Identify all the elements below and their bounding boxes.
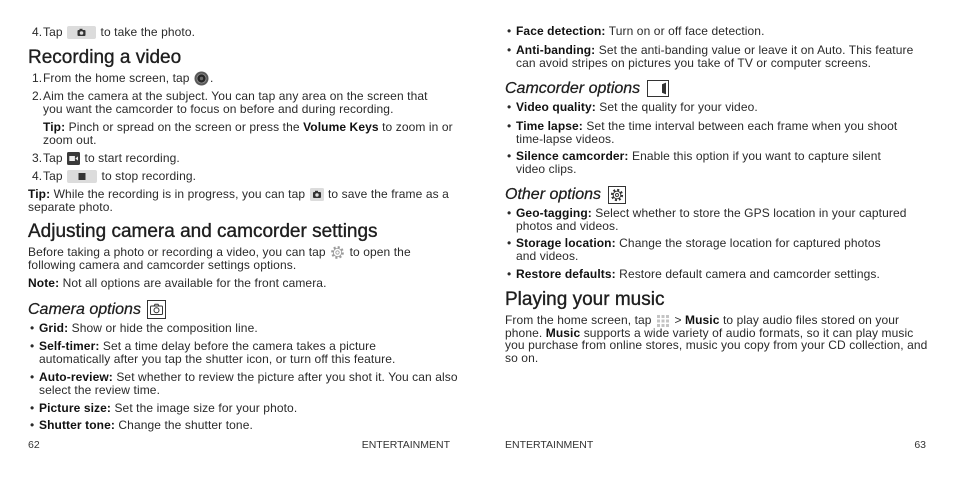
camera-icon: [147, 300, 166, 319]
right-page: [477, 0, 954, 477]
step-text: to start recording.: [84, 151, 180, 165]
option-term: Anti-banding:: [516, 43, 596, 57]
recording-step-1: [32, 71, 473, 85]
option-desc: Enable this option if you want to capture silent video clips.: [516, 149, 881, 176]
step-text: .: [210, 71, 214, 85]
option-storage-location: [516, 237, 946, 262]
option-desc: Restore default camera and camcorder settings.: [619, 267, 880, 281]
camera-app-icon: [194, 71, 209, 86]
heading-camera-options: [28, 300, 166, 319]
option-desc: Set the anti-banding value or leave it on Auto. This feature can avoid stripes on pictures you take of TV or computer screens.: [516, 43, 914, 70]
recording-step-3: [32, 151, 473, 165]
step-text: to stop recording.: [101, 169, 197, 183]
option-term: Picture size:: [39, 401, 111, 415]
camera-shutter-icon: [67, 26, 96, 39]
step-text: to take the photo.: [100, 25, 196, 39]
option-video-quality: [516, 101, 946, 114]
option-desc: Select whether to store the GPS location in your captured photos and videos.: [516, 206, 907, 233]
option-desc: Set the time interval between each frame when you shoot time-lapse videos.: [516, 119, 898, 146]
option-shutter-tone: [39, 419, 469, 432]
other-options-title: Other options: [505, 186, 602, 203]
option-desc: Set a time delay before the camera takes a picture automatically after you tap the shutter icon, or turn off this feature.: [39, 339, 396, 366]
step-text: Aim the camera at the subject. You can tap any area on the screen that you want the camcorder to focus on before and during recording.: [43, 89, 428, 116]
option-desc: Turn on or off face detection.: [608, 24, 765, 38]
gear-icon: [608, 186, 626, 204]
step-number: 4.: [32, 169, 43, 183]
step-text: Tap: [43, 169, 63, 183]
option-term: Self-timer:: [39, 339, 100, 353]
gear-icon: [330, 245, 345, 260]
option-desc: Change the shutter tone.: [118, 418, 253, 432]
section-name: ENTERTAINMENT: [361, 439, 450, 451]
option-grid: [39, 322, 469, 335]
option-term: Geo-tagging:: [516, 206, 592, 220]
path-separator: >: [674, 313, 682, 327]
tip-label: Tip:: [28, 187, 51, 201]
page-number: 62: [28, 439, 40, 451]
tip-text: While the recording is in progress, you can tap: [53, 187, 306, 201]
option-time-lapse: [516, 120, 946, 145]
option-restore-defaults: [516, 268, 946, 281]
step-number: 3.: [32, 151, 43, 165]
music-text: supports a wide variety of audio formats, so it can play music you purchase from online stores, music you copy from your CD collection, and so on.: [505, 325, 928, 366]
step-take-photo: [32, 25, 473, 39]
step-number: 4.: [32, 25, 43, 39]
heading-camera-settings: Adjusting camera and camcorder settings: [28, 221, 378, 242]
music-text: to play audio files stored on your phone.: [505, 313, 900, 340]
page-footer: [505, 439, 926, 451]
intro-text: Before taking a photo or recording a video, you can tap: [28, 245, 326, 259]
option-term: Shutter tone:: [39, 418, 115, 432]
option-term: Storage location:: [516, 236, 616, 250]
option-desc: Set the quality for your video.: [599, 100, 758, 114]
step-text: Tap: [43, 151, 63, 165]
option-self-timer: [39, 340, 469, 365]
note-label: Note:: [28, 276, 60, 290]
option-desc: Show or hide the composition line.: [71, 321, 258, 335]
option-term: Auto-review:: [39, 370, 113, 384]
option-term: Silence camcorder:: [516, 149, 629, 163]
option-term: Face detection:: [516, 24, 606, 38]
page-footer: [28, 439, 450, 451]
music-paragraph: [505, 314, 945, 365]
music-app-name: Music: [685, 313, 720, 327]
note-text: Not all options are available for the front camera.: [62, 276, 327, 290]
recording-step-4: [32, 169, 473, 183]
music-text: From the home screen, tap: [505, 313, 652, 327]
option-term: Video quality:: [516, 100, 596, 114]
tip-label: Tip:: [43, 120, 66, 134]
heading-camcorder-options: [505, 79, 669, 98]
tip-text: to zoom in or zoom out.: [43, 120, 453, 147]
heading-playing-music: Playing your music: [505, 289, 665, 310]
camcorder-icon: [647, 80, 669, 97]
option-desc: Set whether to review the picture after you shot it. You can also select the review time.: [39, 370, 458, 397]
section-name: ENTERTAINMENT: [505, 439, 594, 451]
page-number: 63: [914, 439, 926, 451]
option-desc: Set the image size for your photo.: [114, 401, 298, 415]
step-number: 1.: [32, 71, 43, 85]
option-face-detection: [516, 25, 946, 38]
tip-text: to save the frame as a separate photo.: [28, 187, 449, 214]
settings-intro: [28, 246, 468, 271]
tip-text: Pinch or spread on the screen or press the: [68, 120, 300, 134]
option-term: Grid:: [39, 321, 69, 335]
option-anti-banding: [516, 44, 946, 69]
stop-icon: [67, 170, 97, 183]
record-video-icon: [67, 152, 80, 165]
option-picture-size: [39, 402, 469, 415]
option-auto-review: [39, 371, 469, 396]
step-number: 2.: [32, 89, 43, 103]
camera-shutter-icon: [310, 188, 324, 201]
heading-recording-video: Recording a video: [28, 47, 182, 68]
option-desc: Change the storage location for captured photos and videos.: [516, 236, 881, 263]
front-camera-note: [28, 277, 468, 290]
camcorder-options-title: Camcorder options: [505, 80, 641, 97]
option-geo-tagging: [516, 207, 946, 232]
option-term: Restore defaults:: [516, 267, 616, 281]
step-text: Tap: [43, 25, 63, 39]
heading-other-options: [505, 185, 626, 204]
frame-tip: [28, 188, 468, 213]
step-text: From the home screen, tap: [43, 71, 190, 85]
option-silence-camcorder: [516, 150, 946, 175]
volume-keys-label: Volume Keys: [303, 120, 379, 134]
camera-options-title: Camera options: [28, 301, 141, 318]
option-term: Time lapse:: [516, 119, 583, 133]
music-app-name: Music: [545, 325, 581, 340]
intro-text: to open the following camera and camcorder settings options.: [28, 245, 411, 272]
recording-step-2: [32, 89, 473, 116]
zoom-tip: [43, 121, 473, 146]
